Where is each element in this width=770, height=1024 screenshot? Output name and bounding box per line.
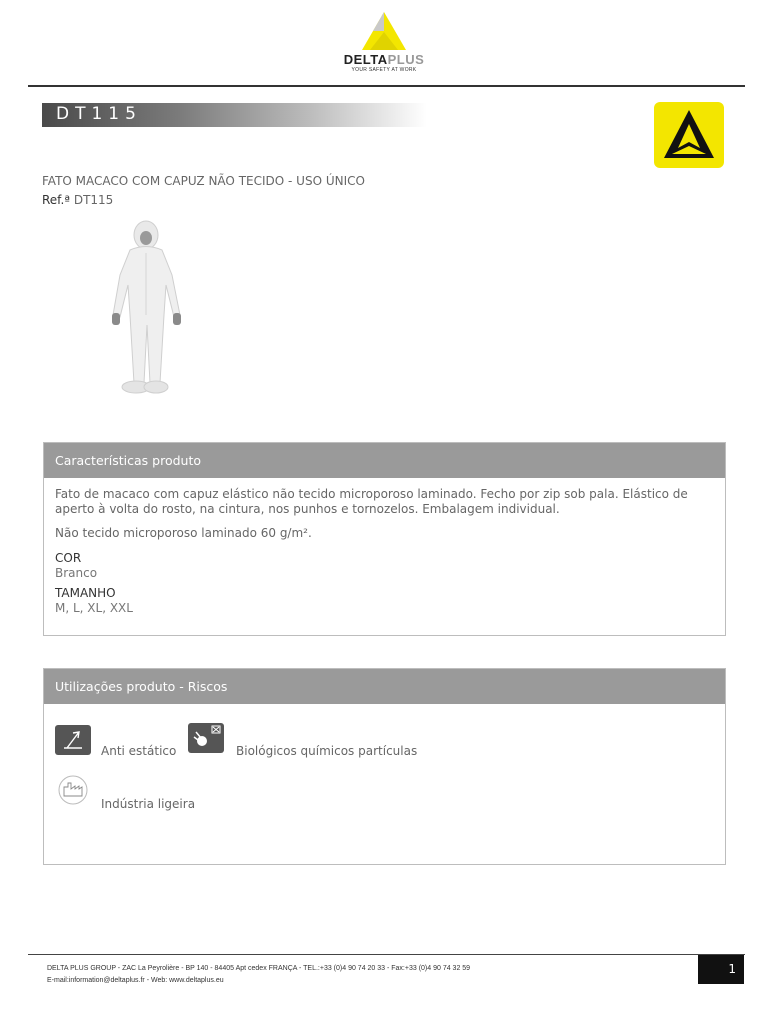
brand-wordmark: DELTAPLUS [343, 52, 425, 67]
ref-value: DT115 [73, 193, 114, 207]
header-divider [28, 85, 745, 87]
uses-section [43, 668, 726, 865]
use-label-biological: Biológicos químicos partículas [236, 744, 418, 758]
uses-heading: Utilizações produto - Riscos [44, 669, 725, 704]
product-code: DT115 [56, 104, 142, 124]
color-value: Branco [55, 566, 98, 580]
footer-contact: E-mail:information@deltaplus.fr - Web: www.deltaplus.eu [47, 977, 224, 984]
product-description: Fato de macaco com capuz elástico não tecido microporoso laminado. Fecho por zip sob pala. Elástico de aperto à volta do rosto, na cintura, nos punhos e tornozelos. Embalagem individual. [55, 487, 688, 516]
delta-triangle-icon [654, 102, 724, 168]
use-label-antistatic: Anti estático [101, 744, 177, 758]
product-material: Não tecido microporoso laminado 60 g/m². [55, 526, 312, 540]
brand-logo [318, 10, 450, 74]
product-code-banner [42, 103, 427, 127]
light-industry-icon [55, 775, 91, 805]
ref-label: Ref.ª [42, 193, 71, 207]
coverall-image [100, 215, 192, 400]
biological-chemical-icon [188, 723, 224, 753]
antistatic-icon [55, 725, 91, 755]
product-reference [42, 193, 113, 207]
size-value: M, L, XL, XXL [55, 601, 133, 615]
delta-badge [654, 102, 724, 168]
footer-divider [28, 954, 745, 955]
brand-tagline: YOUR SAFETY AT WORK [351, 67, 417, 73]
use-label-light-industry: Indústria ligeira [101, 797, 196, 811]
characteristics-heading: Características produto [44, 443, 725, 478]
footer-address: DELTA PLUS GROUP - ZAC La Peyrolière - BP 140 - 84405 Apt cedex FRANÇA - TEL.:+33 (0)4 90 74 20 33 - Fax:+33 (0)4 90 74 32 59 [47, 965, 471, 972]
characteristics-section [43, 442, 726, 636]
product-title: FATO MACACO COM CAPUZ NÃO TECIDO - USO ÚNICO [42, 174, 365, 188]
page-number: 1 [698, 955, 744, 984]
color-label: COR [55, 551, 82, 565]
size-label: TAMANHO [55, 586, 116, 600]
